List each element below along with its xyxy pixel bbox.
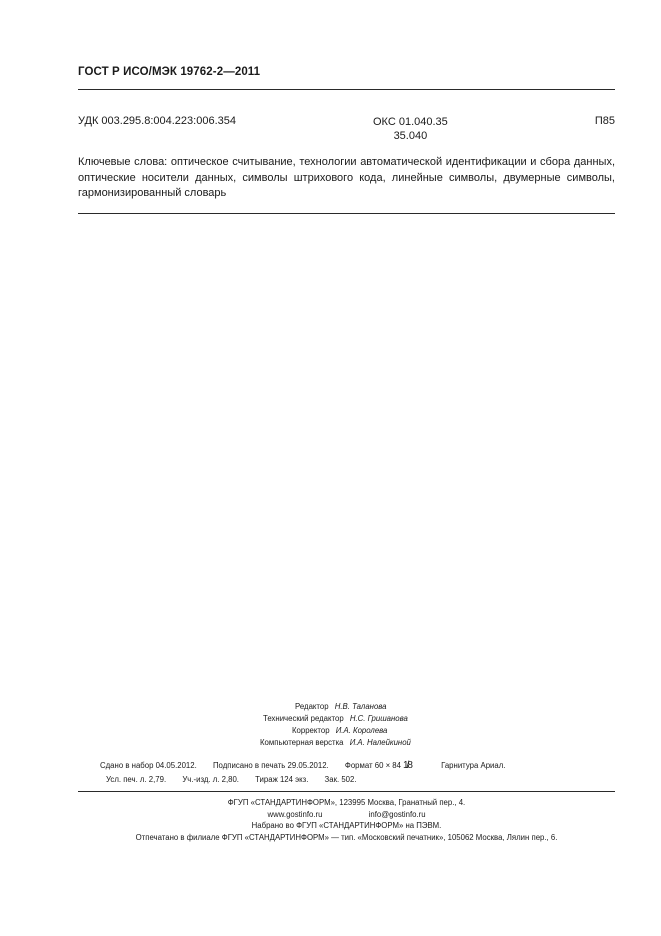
publisher-website: www.gostinfo.ru xyxy=(267,809,323,819)
credit-editor xyxy=(250,701,450,713)
typeset-note: Набрано во ФГУП «СТАНДАРТИНФОРМ» на ПЭВМ. xyxy=(251,821,442,830)
imprint-line-1 xyxy=(100,759,600,773)
standard-title: ГОСТ Р ИСО/МЭК 19762-2—2011 xyxy=(78,66,261,78)
format-fraction: 1/8 xyxy=(402,760,411,771)
credit-role: Компьютерная верстка xyxy=(260,738,344,747)
credit-layout xyxy=(250,737,450,749)
signed-date: Подписано в печать 29.05.2012. xyxy=(212,761,329,770)
keywords-divider xyxy=(78,213,615,214)
format-text: Формат 60 × 84 xyxy=(344,761,401,770)
imprint-block xyxy=(100,759,600,787)
publisher-contacts xyxy=(78,809,615,821)
publisher-sheets: Уч.-изд. л. 2,80. xyxy=(182,775,239,784)
credit-name: Н.В. Таланова xyxy=(334,702,387,711)
credit-proofreader xyxy=(250,725,450,737)
order-number: Зак. 502. xyxy=(324,775,357,784)
udk-code: УДК 003.295.8:004.223:006.354 xyxy=(78,115,236,127)
credits-block xyxy=(250,701,450,749)
publisher-block xyxy=(78,797,615,843)
keywords-paragraph: Ключевые слова: оптическое считывание, технологии автоматической идентификации и сбора данных, оптические носители данных, символы штрихового кода, линейные символы, двумерные символы, гармонизированный словарь xyxy=(78,156,615,199)
oks-code xyxy=(373,115,448,143)
credit-role: Корректор xyxy=(292,726,330,735)
credit-name: И.А. Королева xyxy=(335,726,388,735)
imprint-line-2 xyxy=(100,773,600,787)
publisher-email: info@gostinfo.ru xyxy=(368,809,426,819)
publisher-address: ФГУП «СТАНДАРТИНФОРМ», 123995 Москва, Гранатный пер., 4. xyxy=(227,798,466,807)
credit-tech-editor xyxy=(250,713,450,725)
credit-role: Технический редактор xyxy=(263,714,344,723)
oks-line-2: 35.040 xyxy=(393,130,428,142)
credit-name: И.А. Налейкиной xyxy=(349,738,411,747)
oks-line-1: ОКС 01.040.35 xyxy=(373,116,448,128)
credit-role: Редактор xyxy=(295,702,329,711)
circulation: Тираж 124 экз. xyxy=(255,775,309,784)
header-divider xyxy=(78,89,615,90)
submitted-date: Сдано в набор 04.05.2012. xyxy=(100,761,197,770)
credit-name: Н.С. Гришанова xyxy=(349,714,408,723)
printed-note: Отпечатано в филиале ФГУП «СТАНДАРТИНФОРМ» — тип. «Московский печатник», 105062 Москва, Лялин пер., 6. xyxy=(135,832,558,842)
font-name: Гарнитура Ариал. xyxy=(441,761,506,770)
paper-format xyxy=(345,761,425,770)
publisher-divider xyxy=(78,791,615,792)
classification-code: П85 xyxy=(594,115,615,127)
print-sheets: Усл. печ. л. 2,79. xyxy=(106,775,167,784)
